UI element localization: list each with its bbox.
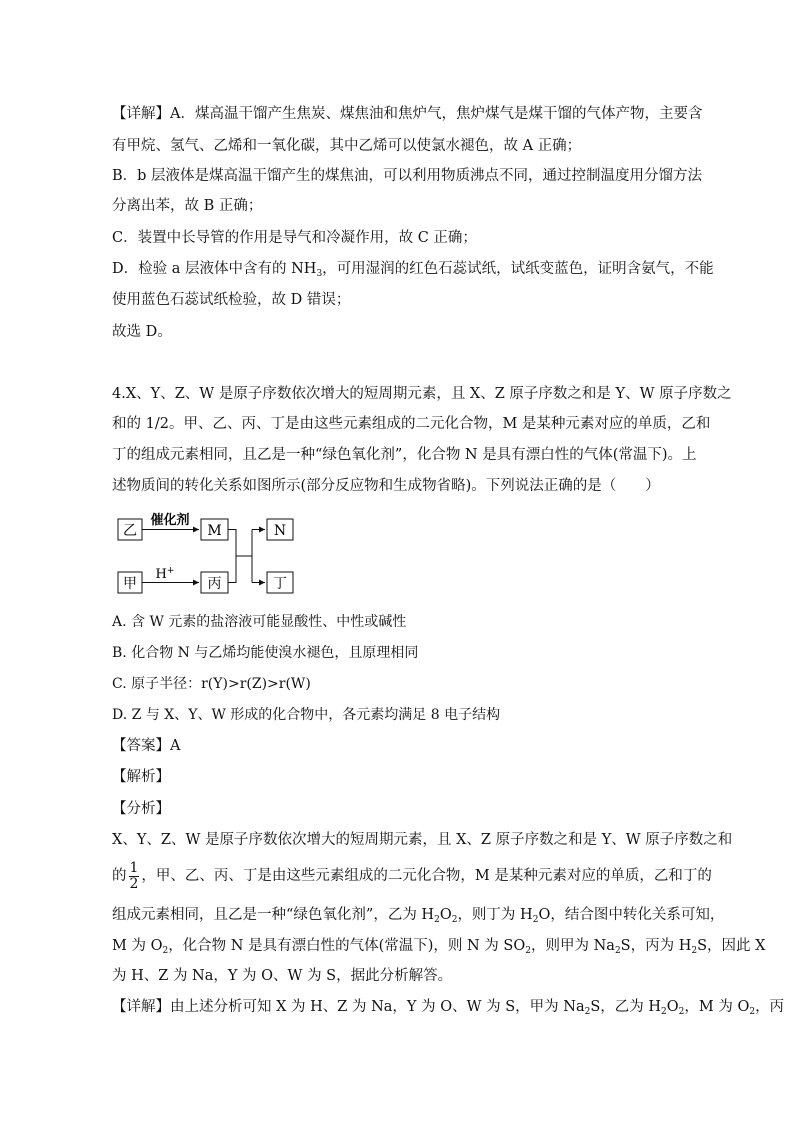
detail-line-5: C．装置中长导管的作用是导气和冷凝作用，故 C 正确；	[112, 230, 477, 246]
text-run: ，化合物 N 是具有漂白性的气体(常温下)，则 N 为 SO	[168, 938, 526, 954]
box-n-label: N	[273, 523, 287, 539]
fraction-one-half	[129, 861, 140, 892]
jiexi-heading: 【解析】	[112, 769, 170, 785]
analysis-line-3	[112, 905, 724, 925]
subscript: 2	[614, 946, 621, 956]
analysis-line-4	[112, 936, 765, 956]
text-run: ，甲、乙、丙、丁是由这些元素组成的二元化合物，M 是某种元素对应的单质，乙和丁的	[141, 868, 712, 884]
subscript: 3	[316, 269, 323, 279]
hplus-superscript: +	[166, 566, 175, 576]
detail-line-8: 故选 D。	[112, 324, 172, 340]
box-yi-label: 乙	[123, 523, 137, 539]
text-run: M 为 O	[112, 938, 163, 954]
text-run: ，M 为 O	[684, 999, 750, 1015]
question-line-4: 述物质间的转化关系如图所示(部分反应物和生成物省略)。下列说法正确的是（ ）	[112, 478, 660, 494]
text-run: O，结合图中转化关系可知，	[538, 907, 725, 923]
subscript: 2	[661, 1007, 667, 1017]
analysis-line-2	[112, 858, 712, 894]
subscript: 2	[584, 1007, 591, 1017]
question-line-3: 丁的组成元素相同，且乙是一种“绿色氧化剂”，化合物 N 是具有漂白性的气体(常温下)。上	[112, 447, 697, 463]
answer-line: 【答案】A	[112, 738, 181, 754]
text-run: ，丙	[755, 999, 785, 1015]
detail-line-2: 有甲烷、氢气、乙烯和一氧化碳，其中乙烯可以使氯水褪色，故 A 正确；	[112, 138, 582, 154]
subscript: 2	[525, 946, 531, 956]
fraction-denominator: 2	[129, 875, 139, 892]
option-c: C. 原子半径：r(Y)>r(Z)>r(W)	[112, 676, 311, 692]
option-a: A. 含 W 元素的盐溶液可能显酸性、中性或碱性	[112, 614, 407, 630]
detail2-line-1	[112, 997, 784, 1017]
fraction-numerator: 1	[129, 859, 139, 876]
hplus-label	[156, 566, 175, 582]
text-run: S，乙为 H	[590, 999, 662, 1015]
text-run: D．检验 a 层液体中含有的 NH	[112, 261, 317, 277]
text-run: ，可用湿润的红色石蕊试纸，试纸变蓝色，证明含氨气，不能	[322, 261, 714, 277]
analysis-line-1: X、Y、Z、W 是原子序数依次增大的短周期元素，且 X、Z 原子序数之和是 Y、W 原子序数之和	[112, 832, 733, 848]
option-d: D. Z 与 X、Y、W 形成的化合物中，各元素均满足 8 电子结构	[112, 707, 501, 723]
text-run: S，因此 X	[697, 938, 766, 954]
detail-line-1: 【详解】A．煤高温干馏产生焦炭、煤焦油和焦炉气，焦炉煤气是煤干馏的气体产物，主要含	[112, 106, 703, 122]
subscript: 2	[162, 946, 169, 956]
catalyst-label: 催化剂	[150, 513, 190, 528]
subscript: 2	[434, 915, 440, 925]
text-run: 的	[112, 868, 127, 884]
question-line-2: 和的 1/2。甲、乙、丙、丁是由这些元素组成的二元化合物，M 是某种元素对应的单质，乙和	[112, 416, 711, 432]
box-m-label: M	[207, 523, 222, 539]
box-jia-label: 甲	[123, 576, 137, 592]
connector-m	[228, 530, 236, 557]
question-line-1: 4.X、Y、Z、W 是原子序数依次增大的短周期元素，且 X、Z 原子序数之和是 Y、W 原子序数之	[112, 386, 732, 402]
detail-line-6	[112, 259, 714, 279]
text-run: ，则丁为 H	[457, 907, 533, 923]
text-run: ，则甲为 Na	[530, 938, 615, 954]
subscript: 2	[532, 915, 539, 925]
text-run: O	[666, 999, 679, 1015]
text-run: 【详解】由上述分析可知 X 为 H、Z 为 Na，Y 为 O、W 为 S，甲为 Na	[112, 999, 585, 1015]
detail-line-7: 使用蓝色石蕊试纸检验，故 D 错误；	[112, 292, 351, 308]
connector-bing	[228, 556, 236, 583]
detail-line-4: 分离出苯，故 B 正确；	[112, 198, 263, 214]
subscript: 2	[749, 1007, 756, 1017]
subscript: 2	[678, 1007, 685, 1017]
hplus-symbol: H	[155, 567, 167, 582]
subscript: 2	[691, 946, 698, 956]
text-run: S，丙为 H	[620, 938, 692, 954]
option-b: B. 化合物 N 与乙烯均能使溴水褪色，且原理相同	[112, 645, 419, 661]
text-run: O	[439, 907, 452, 923]
reaction-diagram	[110, 508, 310, 600]
detail-line-3: B．b 层液体是煤高温干馏产生的煤焦油，可以利用物质沸点不同，通过控制温度用分馏方法	[112, 168, 703, 184]
subscript: 2	[451, 915, 458, 925]
analysis-line-5: 为 H、Z 为 Na，Y 为 O、W 为 S，据此分析解答。	[112, 968, 453, 984]
text-run: 组成元素相同，且乙是一种“绿色氧化剂”，乙为 H	[112, 907, 435, 923]
box-ding-label: 丁	[273, 576, 287, 592]
box-bing-label: 丙	[207, 576, 222, 592]
fenxi-heading: 【分析】	[112, 801, 170, 817]
